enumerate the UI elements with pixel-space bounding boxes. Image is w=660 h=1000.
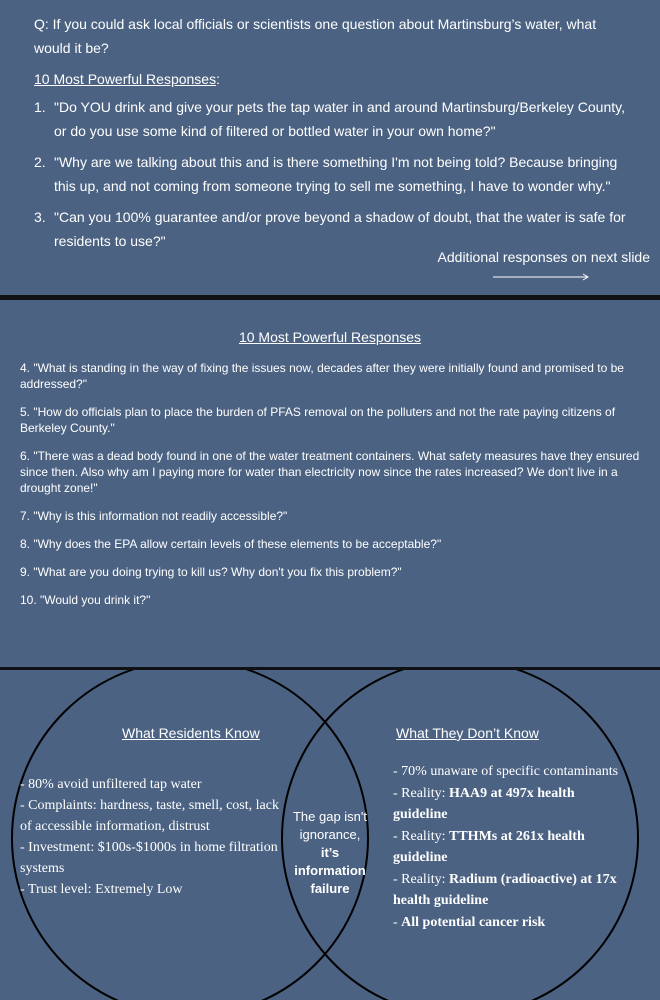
list-item bbox=[393, 783, 623, 826]
list-item-bold: TTHMs at 261x health guideline bbox=[393, 828, 585, 865]
list-item bbox=[393, 912, 623, 934]
responses-heading-colon: : bbox=[216, 71, 220, 87]
list-item: - Trust level: Extremely Low bbox=[20, 882, 183, 897]
next-slide-note: Additional responses on next slide bbox=[437, 249, 650, 265]
residents-know-list bbox=[20, 774, 282, 900]
list-item-text: "Can you 100% guarantee and/or prove beyond a shadow of doubt, that the water is safe for residents to use?" bbox=[54, 209, 626, 249]
list-item-text: - bbox=[393, 914, 402, 930]
list-item-text: - Reality: bbox=[393, 785, 449, 801]
list-item-text: "Do YOU drink and give your pets the tap water in and around Martinsburg/Berkeley County, or do you use some kind of filtered or bottled water in your own home?" bbox=[54, 99, 625, 139]
question-body: If you could ask local officials or scientists one question about Martinsburg’s water, what would it be? bbox=[34, 16, 597, 56]
list-item: 8. "Why does the EPA allow certain levels of these elements to be acceptable?" bbox=[20, 537, 442, 551]
list-item-text: - 70% unaware of specific contaminants bbox=[393, 764, 619, 779]
slide-questions-2 bbox=[0, 300, 660, 667]
list-item bbox=[393, 761, 623, 783]
list-item: 10. "Would you drink it?" bbox=[20, 593, 151, 607]
list-item: - Investment: $100s-$1000s in home filtration systems bbox=[20, 840, 278, 876]
list-item bbox=[393, 869, 623, 912]
arrow-right-icon bbox=[493, 272, 591, 282]
list-item bbox=[34, 150, 634, 198]
list-item: 5. "How do officials plan to place the burden of PFAS removal on the polluters and not the rate paying citizens of Berkeley County." bbox=[20, 405, 616, 435]
response-list-top3 bbox=[34, 95, 634, 260]
question-text bbox=[34, 12, 634, 60]
responses-heading bbox=[34, 67, 220, 91]
list-item-number: 2. bbox=[34, 154, 46, 170]
left-circle-title: What Residents Know bbox=[122, 725, 260, 741]
response-list-rest bbox=[20, 360, 645, 620]
slide-venn-diagram bbox=[0, 670, 660, 1000]
list-item: - 80% avoid unfiltered tap water bbox=[20, 777, 202, 792]
list-item bbox=[34, 205, 634, 253]
list-item-number: 1. bbox=[34, 99, 46, 115]
list-item-bold: Radium (radioactive) at 17x health guideline bbox=[393, 871, 617, 908]
overlap-bold-text-1: it’s bbox=[320, 845, 340, 860]
question-prefix: Q: bbox=[34, 16, 49, 32]
list-item bbox=[34, 95, 634, 143]
list-item-text: - Reality: bbox=[393, 828, 449, 844]
list-item-text: "Why are we talking about this and is there something I'm not being told? Because bringing this up, and not coming from someone trying to sell me something, I have to wonder why." bbox=[54, 154, 618, 194]
list-item-bold: HAA9 at 497x health guideline bbox=[393, 785, 575, 822]
overlap-bold-text-2: information failure bbox=[294, 863, 366, 896]
list-item: 4. "What is standing in the way of fixing the issues now, decades after they were initially found and promised to be addressed?" bbox=[20, 361, 624, 391]
list-item-number: 3. bbox=[34, 209, 46, 225]
responses-heading-2-text: 10 Most Powerful Responses bbox=[238, 329, 422, 345]
list-item-text: - Reality: bbox=[393, 871, 449, 887]
list-item: 9. "What are you doing trying to kill us? Why don't you fix this problem?" bbox=[20, 565, 402, 579]
list-item: 7. "Why is this information not readily accessible?" bbox=[20, 509, 288, 523]
list-item: 6. "There was a dead body found in one of the water treatment containers. What safety measures have they ensured since then. Also why am I paying more for water than electricity now since the rates increased? We don't live in a drought zone!" bbox=[20, 449, 640, 495]
responses-heading-2 bbox=[0, 327, 660, 347]
slide-questions-1 bbox=[0, 0, 660, 295]
responses-heading-text: 10 Most Powerful Responses bbox=[34, 71, 217, 87]
venn-overlap-text bbox=[284, 808, 376, 898]
dont-know-list bbox=[393, 761, 623, 933]
list-item-bold: All potential cancer risk bbox=[401, 914, 546, 930]
overlap-plain-text: The gap isn't ignorance, bbox=[292, 809, 368, 842]
list-item bbox=[393, 826, 623, 869]
list-item: - Complaints: hardness, taste, smell, cost, lack of accessible information, distrust bbox=[20, 798, 279, 834]
right-circle-title: What They Don’t Know bbox=[396, 725, 539, 741]
